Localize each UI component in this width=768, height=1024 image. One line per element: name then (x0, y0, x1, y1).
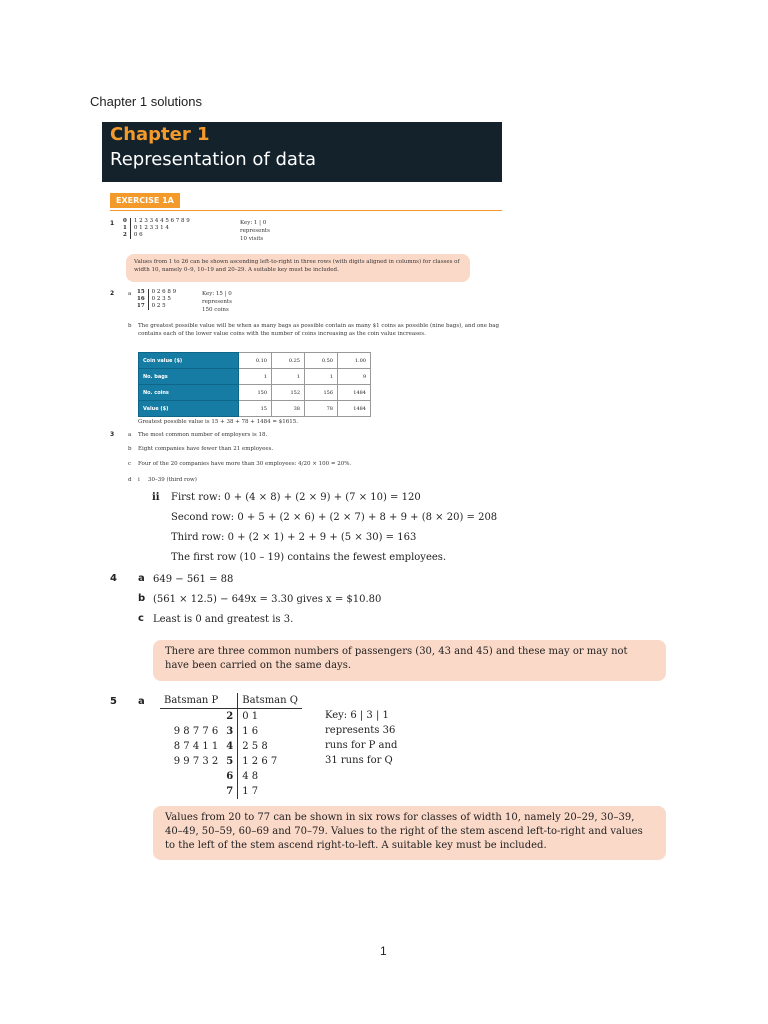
q5a-label: a (138, 696, 145, 707)
table-cell: 1 (272, 369, 305, 385)
leaves-q: 1 7 (242, 786, 259, 797)
leaves: 0 2 5 (151, 303, 166, 309)
chapter-banner (102, 122, 502, 182)
q5-key (325, 708, 397, 768)
table-header-cell: Coin value ($) (139, 353, 239, 369)
stem: 4 (222, 739, 237, 754)
leaves-q: 1 6 (242, 726, 259, 737)
q3b-text: Eight companies have fewer than 21 employees. (138, 446, 274, 452)
q1-number: 1 (110, 220, 115, 227)
q2b-text: The greatest possible value will be when as many bags as possible contain as many $1 coins as possible (nine bags), and one bag contains each of the lower value coins with the number of coins increasing as the coin value increases. (138, 323, 500, 337)
stem: 2 (222, 709, 237, 725)
q1-stem-leaf (120, 218, 193, 239)
table-cell: 1484 (338, 385, 371, 401)
stem: 5 (222, 754, 237, 769)
working-line: Third row: 0 + (2 × 1) + 2 + 9 + (5 × 30) = 163 (171, 532, 417, 543)
stem-leaf-row (134, 303, 179, 310)
leaves-p: 9 9 7 3 2 (173, 756, 219, 767)
table-row (139, 369, 371, 385)
table-cell: 1.00 (338, 353, 371, 369)
q5-stem-leaf (160, 693, 302, 799)
table-row (139, 401, 371, 417)
stem-leaf-row (160, 784, 302, 799)
q4-number: 4 (110, 573, 117, 584)
q2-key (202, 290, 232, 314)
q3a-text: The most common number of employers is 18. (138, 432, 268, 438)
table-cell: 78 (305, 401, 338, 417)
stem: 3 (222, 724, 237, 739)
batsman-q-header: Batsman Q (238, 693, 302, 709)
stem-leaf-row (160, 709, 302, 725)
q3a-label: a (128, 432, 132, 438)
table-row (139, 353, 371, 369)
leaves: 0 6 (133, 232, 143, 238)
table-cell: 38 (272, 401, 305, 417)
working-line: The first row (10 – 19) contains the fewest employees. (171, 552, 447, 563)
q3-number: 3 (110, 431, 115, 438)
stem: 17 (134, 303, 148, 310)
q5-note: Values from 20 to 77 can be shown in six rows for classes of width 10, namely 20–29, 30–39, 40–49, 50–59, 60–69 and 70–79. Values to the right of the stem ascend left-to-right and values to the left of the stem ascend right-to-left. A suitable key must be included. (153, 806, 666, 860)
chapter-title: Representation of data (110, 149, 317, 170)
leaves-q: 1 2 6 7 (242, 756, 278, 767)
q4c-label: c (138, 613, 144, 624)
leaves-p: 9 8 7 7 6 (173, 726, 219, 737)
stem: 7 (222, 784, 237, 799)
q4-note: There are three common numbers of passengers (30, 43 and 45) and these may or may not have been carried on the same days. (153, 640, 666, 681)
leaves: 0 1 2 3 3 1 4 (133, 225, 169, 231)
q2-stem-leaf (134, 289, 179, 310)
q1-key (240, 219, 270, 243)
batsman-p-header: Batsman P (160, 693, 222, 709)
leaves-p (160, 784, 222, 799)
leaves-p: 8 7 4 1 1 (173, 741, 219, 752)
table-header-cell: No. bags (139, 369, 239, 385)
leaves-p (160, 709, 222, 725)
table-cell: 0.10 (239, 353, 272, 369)
q2-number: 2 (110, 290, 115, 297)
q2-greatest: Greatest possible value is 15 + 38 + 78 + 1484 = $1615. (138, 419, 298, 425)
table-cell: 9 (338, 369, 371, 385)
table-cell: 150 (239, 385, 272, 401)
q4b-text: (561 × 12.5) − 649x = 3.30 gives x = $10.80 (153, 594, 382, 605)
q4a-label: a (138, 573, 145, 584)
key-line: runs for P and (325, 740, 398, 751)
key-line: represents 36 (325, 725, 396, 736)
stem (222, 693, 237, 709)
q4c-text: Least is 0 and greatest is 3. (153, 614, 294, 625)
q4b-label: b (138, 593, 146, 604)
table-cell: 152 (272, 385, 305, 401)
table-cell: 15 (239, 401, 272, 417)
header-row (160, 693, 302, 709)
stem: 16 (134, 296, 148, 303)
exercise-rule (110, 210, 502, 211)
table-cell: 1484 (338, 401, 371, 417)
stem-leaf-row (160, 769, 302, 784)
stem-leaf-row (160, 739, 302, 754)
key-line: 10 visits (240, 236, 264, 242)
table-header-cell: No. coins (139, 385, 239, 401)
q3-working (171, 491, 497, 571)
q3d-i-text: 30–39 (third row) (148, 477, 197, 483)
stem-leaf-row (120, 225, 193, 232)
leaves-q: 4 8 (242, 771, 259, 782)
key-line: Key: 15 | 0 (202, 291, 232, 297)
table-cell: 1 (239, 369, 272, 385)
stem-leaf-row (120, 218, 193, 225)
q4a-text: 649 − 561 = 88 (153, 574, 234, 585)
key-line: represents (240, 228, 270, 234)
q2a-label: a (128, 291, 132, 297)
key-line: represents (202, 299, 232, 305)
stem: 6 (222, 769, 237, 784)
stem-leaf-row (160, 754, 302, 769)
chapter-label: Chapter 1 (110, 124, 210, 145)
leaves-q: 2 5 8 (242, 741, 268, 752)
working-line: First row: 0 + (4 × 8) + (2 × 9) + (7 × 10) = 120 (171, 492, 421, 503)
leaves: 1 2 3 3 4 4 5 6 7 8 9 (133, 218, 190, 224)
stem-leaf-row (160, 724, 302, 739)
q3c-text: Four of the 20 companies have more than 30 employees: 4/20 × 100 = 20%. (138, 461, 352, 467)
q3d-label: d (128, 477, 132, 483)
q3d-i-label: i (138, 477, 140, 483)
leaves: 0 2 3 5 (151, 296, 171, 302)
table-cell: 156 (305, 385, 338, 401)
leaves: 0 2 6 8 9 (151, 289, 177, 295)
coin-table (138, 352, 371, 417)
exercise-badge: EXERCISE 1A (110, 193, 180, 208)
q3d-ii-label: ii (152, 492, 160, 503)
key-line: 31 runs for Q (325, 755, 393, 766)
stem-leaf-row (134, 296, 179, 303)
stem: 0 (120, 218, 130, 225)
q1-note: Values from 1 to 26 can be shown ascending left-to-right in three rows (with digits aligned in columns) for classes of width 10, namely 0–9, 10–19 and 20–29. A suitable key must be included. (126, 254, 470, 282)
stem-leaf-row (134, 289, 179, 296)
key-line: 150 coins (202, 307, 229, 313)
q2b-label: b (128, 323, 132, 329)
table-cell: 0.25 (272, 353, 305, 369)
working-line: Second row: 0 + 5 + (2 × 6) + (2 × 7) + 8 + 9 + (8 × 20) = 208 (171, 512, 498, 523)
table-cell: 0.50 (305, 353, 338, 369)
page-number: 1 (380, 944, 387, 958)
q3c-label: c (128, 461, 132, 467)
stem: 1 (120, 225, 130, 232)
stem: 15 (134, 289, 148, 296)
key-line: Key: 1 | 0 (240, 220, 267, 226)
q5-number: 5 (110, 696, 117, 707)
stem: 2 (120, 232, 130, 239)
leaves-q: 0 1 (242, 711, 259, 722)
table-row (139, 385, 371, 401)
running-header: Chapter 1 solutions (90, 94, 203, 109)
key-line: Key: 6 | 3 | 1 (325, 710, 389, 721)
q3b-label: b (128, 446, 132, 452)
table-cell: 1 (305, 369, 338, 385)
table-header-cell: Value ($) (139, 401, 239, 417)
leaves-p (160, 769, 222, 784)
stem-leaf-row (120, 232, 193, 239)
